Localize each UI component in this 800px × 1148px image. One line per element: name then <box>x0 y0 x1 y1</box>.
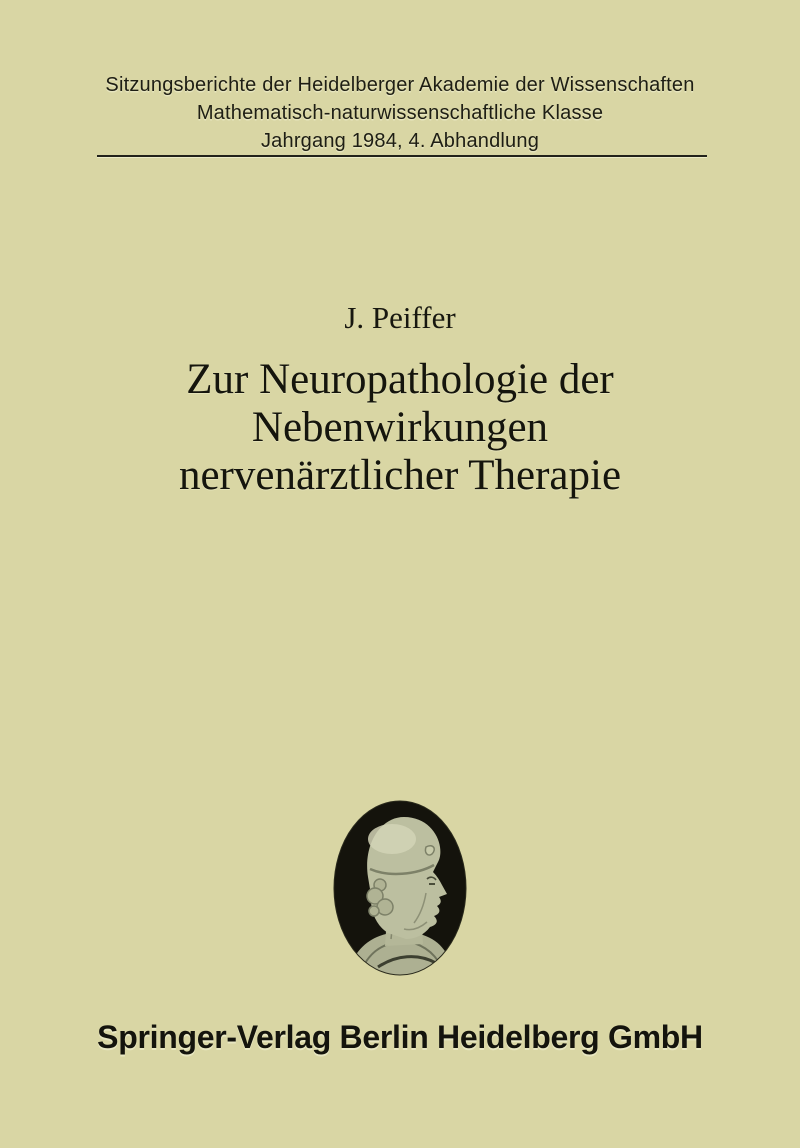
publisher-imprint: Springer-Verlag Berlin Heidelberg GmbH <box>97 1019 703 1055</box>
athena-cameo-emblem <box>330 797 470 979</box>
series-line-2: Mathematisch-naturwissenschaftliche Klasse <box>196 102 604 124</box>
author-name: J. Peiffer <box>344 300 456 335</box>
series-line-1: Sitzungsberichte der Heidelberger Akademie der Wissenschaften <box>105 74 695 96</box>
title-line-3: nervenärztlicher Therapie <box>178 452 622 499</box>
book-title <box>0 356 800 500</box>
series-header <box>0 71 800 155</box>
title-line-2: Nebenwirkungen <box>251 404 549 451</box>
series-line-3: Jahrgang 1984, 4. Abhandlung <box>260 130 540 152</box>
divider-rule <box>97 155 707 157</box>
title-line-1: Zur Neuropathologie der <box>186 356 614 403</box>
